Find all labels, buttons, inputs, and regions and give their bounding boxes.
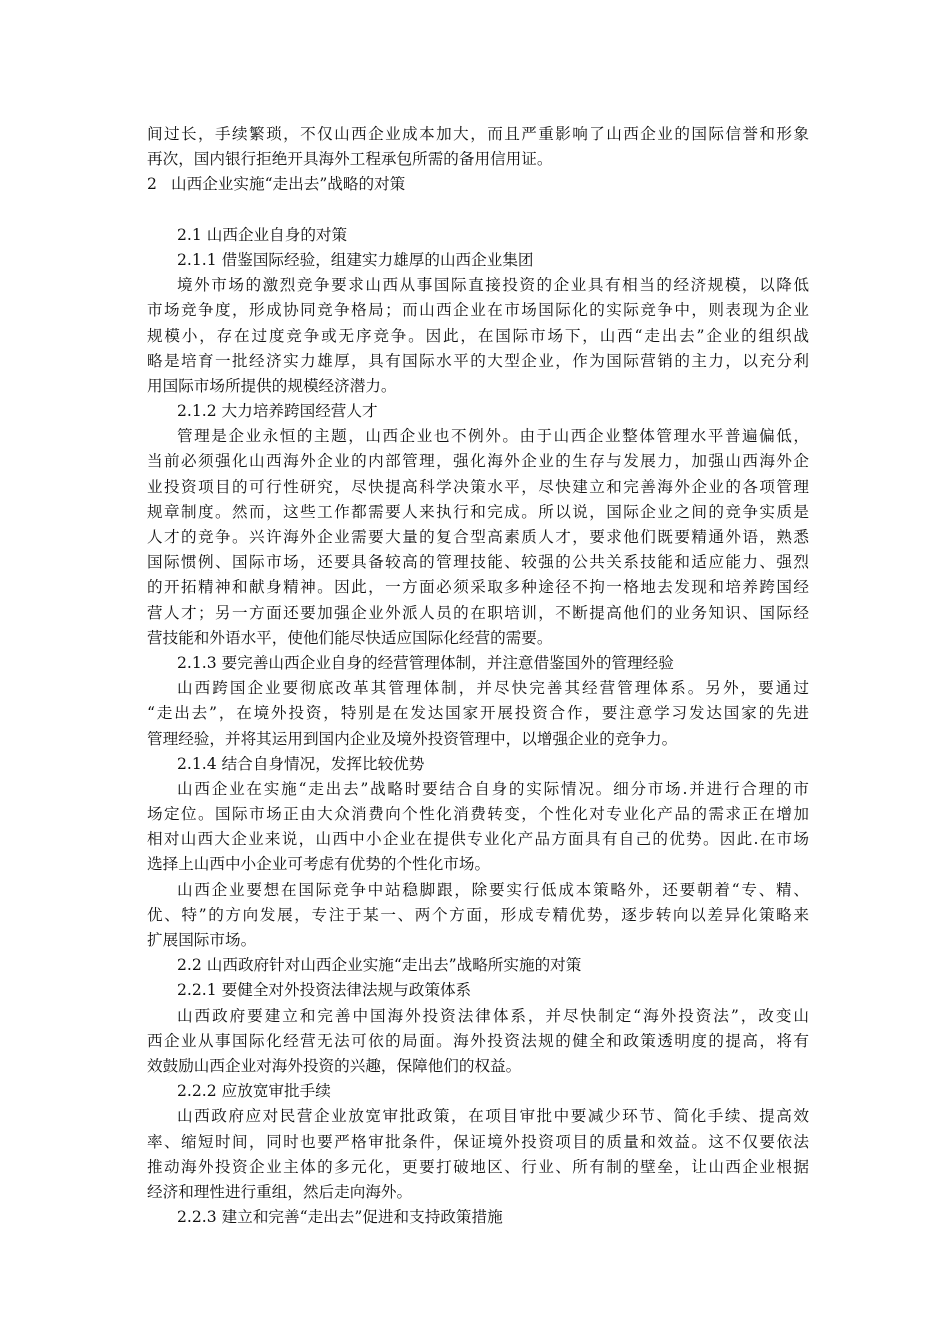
subsection-heading: 2.1.4 结合自身情况，发挥比较优势 [177,754,425,773]
paragraph-line: 间过长，手续繁琐，不仅山西企业成本加大，而且严重影响了山西企业的国际信誉和形象 [147,125,809,143]
paragraph-line: 山西跨国企业要彻底改革其管理体制，并尽快完善其经营管理体系。另外，要通过 [177,679,809,698]
section-title: 山西企业实施“走出去”战略的对策 [171,175,406,194]
subsection-heading: 2.1.3 要完善山西企业自身的经营管理体制，并注意借鉴国外的管理经验 [177,653,674,672]
subsection-heading: 2.2.1 要健全对外投资法律法规与政策体系 [177,981,472,1000]
paragraph-line: 营技能和外语水平，使他们能尽快适应国际化经营的需要。 [147,628,553,647]
paragraph-line: 西企业从事国际化经营无法可依的局面。海外投资法规的健全和政策透明度的提高，将有 [147,1031,809,1050]
paragraph-line: 率、缩短时间，同时也要严格审批条件，保证境外投资项目的质量和效益。这不仅要依法 [147,1132,809,1151]
paragraph-line: 山西企业要想在国际竞争中站稳脚跟，除要实行低成本策略外，还要朝着“专、精、 [177,880,809,899]
subsection-heading: 2.1.1 借鉴国际经验，组建实力雄厚的山西企业集团 [177,250,534,269]
paragraph-line: 优、特”的方向发展，专注于某一、两个方面，形成专精优势，逐步转向以差异化策略来 [147,905,809,924]
paragraph [147,424,809,651]
paragraph-line: 用国际市场所提供的规模经济潜力。 [147,376,397,395]
paragraph-line: 山西企业在实施“走出去”战略时要结合自身的实际情况。细分市场.并进行合理的市 [177,779,809,798]
paragraph-line: 的开拓精神和献身精神。因此，一方面必须采取多种途径不拘一格地去发现和培养跨国经 [147,578,809,597]
paragraph-line: 山西政府要建立和完善中国海外投资法律体系，并尽快制定“海外投资法”，改变山 [177,1006,809,1025]
paragraph-line: 山西政府应对民营企业放宽审批政策，在项目审批中要减少环节、简化手续、提高效 [177,1107,809,1126]
paragraph-line: 人才的竞争。兴许海外企业需要大量的复合型高素质人才，要求他们既要精通外语，熟悉 [147,528,809,546]
paragraph-line: “走出去”，在境外投资，特别是在发达国家开展投资合作，要注意学习发达国家的先进 [147,704,809,723]
paragraph-line: 市场竞争度，形成协同竞争格局；而山西企业在市场国际化的实际竞争中，则表现为企业 [147,301,809,320]
paragraph-line: 营人才；另一方面还要加强企业外派人员的在职培训，不断提高他们的业务知识、国际经 [147,603,809,622]
paragraph [147,1104,809,1205]
paragraph-line: 效鼓励山西企业对海外投资的兴趣，保障他们的权益。 [147,1056,522,1075]
subsection-heading: 2.2.3 建立和完善“走出去”促进和支持政策措施 [177,1208,503,1227]
paragraph [147,676,809,752]
section-number: 2 [147,175,157,194]
paragraph-line: 推动海外投资企业主体的多元化，更要打破地区、行业、所有制的壁垒，让山西企业根据 [147,1157,809,1176]
paragraph-line: 经济和理性进行重组，然后走向海外。 [147,1182,413,1201]
paragraph-line: 境外市场的激烈竞争要求山西从事国际直接投资的企业具有相当的经济规模，以降低 [177,276,809,295]
blank-line [147,198,809,223]
paragraph-line: 扩展国际市场。 [147,931,257,949]
paragraph-line: 国际惯例、国际市场，还要具备较高的管理技能、较强的公共关系技能和适应能力、强烈 [147,553,809,572]
subsection-heading: 2.2.2 应放宽审批手续 [177,1082,331,1101]
paragraph-line: 规模小，存在过度竞争或无序竞争。因此，在国际市场下，山西“走出去”企业的组织战 [147,326,809,345]
subsection-heading: 2.2 山西政府针对山西企业实施“走出去”战略所实施的对策 [177,956,582,975]
section-heading [147,172,809,197]
paragraph [147,1004,809,1080]
paragraph [147,273,809,399]
paragraph-line: 相对山西大企业来说，山西中小企业在提供专业化产品方面具有自己的优势。因此.在市场 [147,830,809,849]
paragraph-line: 场定位。国际市场正由大众消费向个性化消费转变，个性化对专业化产品的需求正在增加 [147,805,809,824]
document-page [147,122,809,1230]
paragraph-line: 当前必须强化山西海外企业的内部管理，强化海外企业的生存与发展力，加强山西海外企 [147,452,809,471]
subsection-heading: 2.1.2 大力培养跨国经营人才 [177,402,378,421]
subsection-heading: 2.1 山西企业自身的对策 [177,225,348,244]
paragraph-line: 规章制度。然而，这些工作都需要人来执行和完成。所以说，国际企业之间的竞争实质是 [147,502,809,521]
paragraph-line: 略是培育一批经济实力雄厚，具有国际水平的大型企业，作为国际营销的主力，以充分利 [147,351,809,370]
paragraph-continuation [147,122,809,172]
paragraph-line: 选择上山西中小企业可考虑有优势的个性化市场。 [147,855,491,874]
paragraph-line: 管理经验，并将其运用到国内企业及境外投资管理中，以增强企业的竞争力。 [147,729,678,748]
paragraph [147,878,809,954]
paragraph-line: 管理是企业永恒的主题，山西企业也不例外。由于山西企业整体管理水平普遍偏低， [177,427,809,446]
paragraph [147,777,809,878]
paragraph-line: 再次，国内银行拒绝开具海外工程承包所需的备用信用证。 [147,150,553,169]
paragraph-line: 业投资项目的可行性研究，尽快提高科学决策水平，尽快建立和完善海外企业的各项管理 [147,477,809,496]
